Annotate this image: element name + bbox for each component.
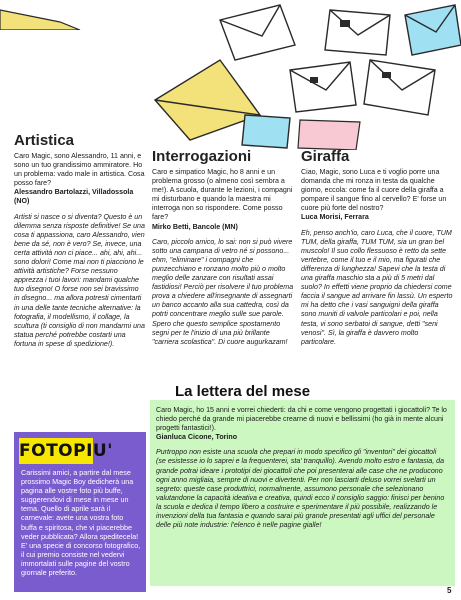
artistica-column [14,132,146,349]
artistica-title: Artistica [14,132,75,149]
interrogazioni-answer: Caro, piccolo amico, lo sai: non si può vivere sotto una campana di vetro né si possono... ehm, "eliminare" i compagni che punzecchiano e ronzano molto più o molto meglio delle zanzare con risultati assai fastidiosi! Perciò per risolvere il tuo problema prova a chiedere all'insegnante di assegnarti un banco accanto alla sua cattedra, così da potrti concentrare meglio sulle sue parole. Spero che questo semplice spostamento segni per te l'inizio di una più brillante "carriera scolastica". Di cuore augurkazam! [152,237,294,346]
lettera-content [156,406,448,530]
lettera-signature: Gianluca Cicone, Torino [156,433,238,442]
envelopes-illustration [150,0,461,150]
fotopiu-text: Carissimi amici, a partire dal mese prossimo Magic Boy dedicherà una pagina alle vostre foto più buffe, suggerendovi di mese in mese un tema. Quello di aprile sarà il carnevale: avete una vostra foto buffa e spiritosa, che vi piacerebbe veder pubblicata? Allora speditecela! E' una specie di concorso fotografico, il cui premio consiste nel vedervi immortalati sulle pagine del vostro giornale preferito. [21,468,141,578]
giraffa-answer: Eh, penso anch'io, caro Luca, che il cuore, TUM TUM, della giraffa, TUM TUM, sia un gran bel muscolo! Il suo collo flessuoso è retto da sette vertebre, come il tuo e il mio, ma figurati che differenza di lunghezza! Sapevi che la testa di una giraffa maschio sta a più di 5 metri dal suolo? In effetti viene proprio da chiedersi come faccia il sangue ad arrivare fin lassù. Un esperto mi ha detto che i vasi sanguigni della giraffa sono muniti di valvole particolari e poi, nella testa, vi sono serbatoi di sangue, detti "seni venosi". Sì, la giraffa è davvero molto particolare. [301,228,453,346]
artistica-signature: Alessandro Bartolazzi, Villadossola (NO) [14,188,134,206]
lettera-box [150,400,455,586]
interrogazioni-letter: Caro e simpatico Magic, ho 8 anni e un problema grosso (o almeno così sembra a me!). A scuola, durante le lezioni, i compagni mi disturbano e quando la maestra mi interroga non so rispondere. Come posso fare? [152,168,293,222]
interrogazioni-column [152,148,294,347]
lettera-answer: Purtroppo non esiste una scuola che prepari in modo specifico gli "inventori" dei giocattoli (se esistesse io lo saprei e la frequenterei, sta' tranquillo). Avendo molto estro e fantasia, da grande potrai ideare i prototipi dei giocattoli che poi presenterai alle case che ne producono ogni anno migliaia, sempre di nuovi e divertenti. Per non lasciarti deluso vorrei svelarti un segreto: queste case produttrici, normalmente, assumono personale che selezionano valutandone la capacità ideativa e creativa, quindi ecco il consiglio saggio: finisci per benino la scuola e dedica il tempo libero a costruire e sperimentare il più possibile, realizzando le invenzioni della tua fantasia e quando sarai più grande presentati agli uffici del personale delle più note industrie: l'elenco è nelle pagine gialle! [156,448,445,530]
artistica-answer: Artisti si nasce o si diventa? Questo è un dilemma senza risposte definitive! Se una cosa ti appassiona, caro Alessandro, vien bene da sé, non è vero? Se, invece, una certa attività non ci piace... ahi, ahi, ahi... sono dolori! Come mai non ti piacciono le attività artistiche? Forse nessuno apprezza i tuoi lavori: mandami qualche tuo disegno! O forse non sei bravissimo in disegno... ma allora potresti cimentarti in una delle tante tecniche alternative: la fotografia, il modellismo, il collage, la scultura (ti consiglio di non mandarmi una statua perché potrebbe costarti una fortuna in spese di spedizione!). [14,212,145,348]
interrogazioni-title: Interrogazioni [152,148,252,165]
interrogazioni-signature: Mirko Betti, Bancole (MN) [152,222,238,231]
giraffa-title: Giraffa [301,148,350,165]
lettera-title: La lettera del mese [175,383,311,400]
page-number: 5 [447,586,452,595]
artistica-letter: Caro Magic, sono Alessandro, 11 anni, e sono un tuo grandissimo ammiratore. Ho un problema: vado male in artistica. Cosa posso fare? [14,152,145,188]
fotopiu-title: FOTOPIU' [19,438,93,464]
lettera-letter: Caro Magic, ho 15 anni e vorrei chiederti: da chi e come vengono progettati i giocattoli? Te lo chiedo perché da grande mi piacerebbe crearne di nuovi e bellissimi (ho già in mente alcuni progetti fantastici!). [156,406,447,433]
giraffa-column [301,148,453,347]
fotopiu-box [14,432,146,592]
giraffa-signature: Luca Morisi, Ferrara [301,213,369,222]
envelope-corner-illustration [0,0,150,30]
giraffa-letter: Ciao, Magic, sono Luca e ti voglio porre una domanda che mi ronza in testa da qualche giorno, eccola: come fa il cuore della giraffa a pompare il sangue fino al cervello? E' forse un cuore più forte del nostro? [301,168,447,213]
